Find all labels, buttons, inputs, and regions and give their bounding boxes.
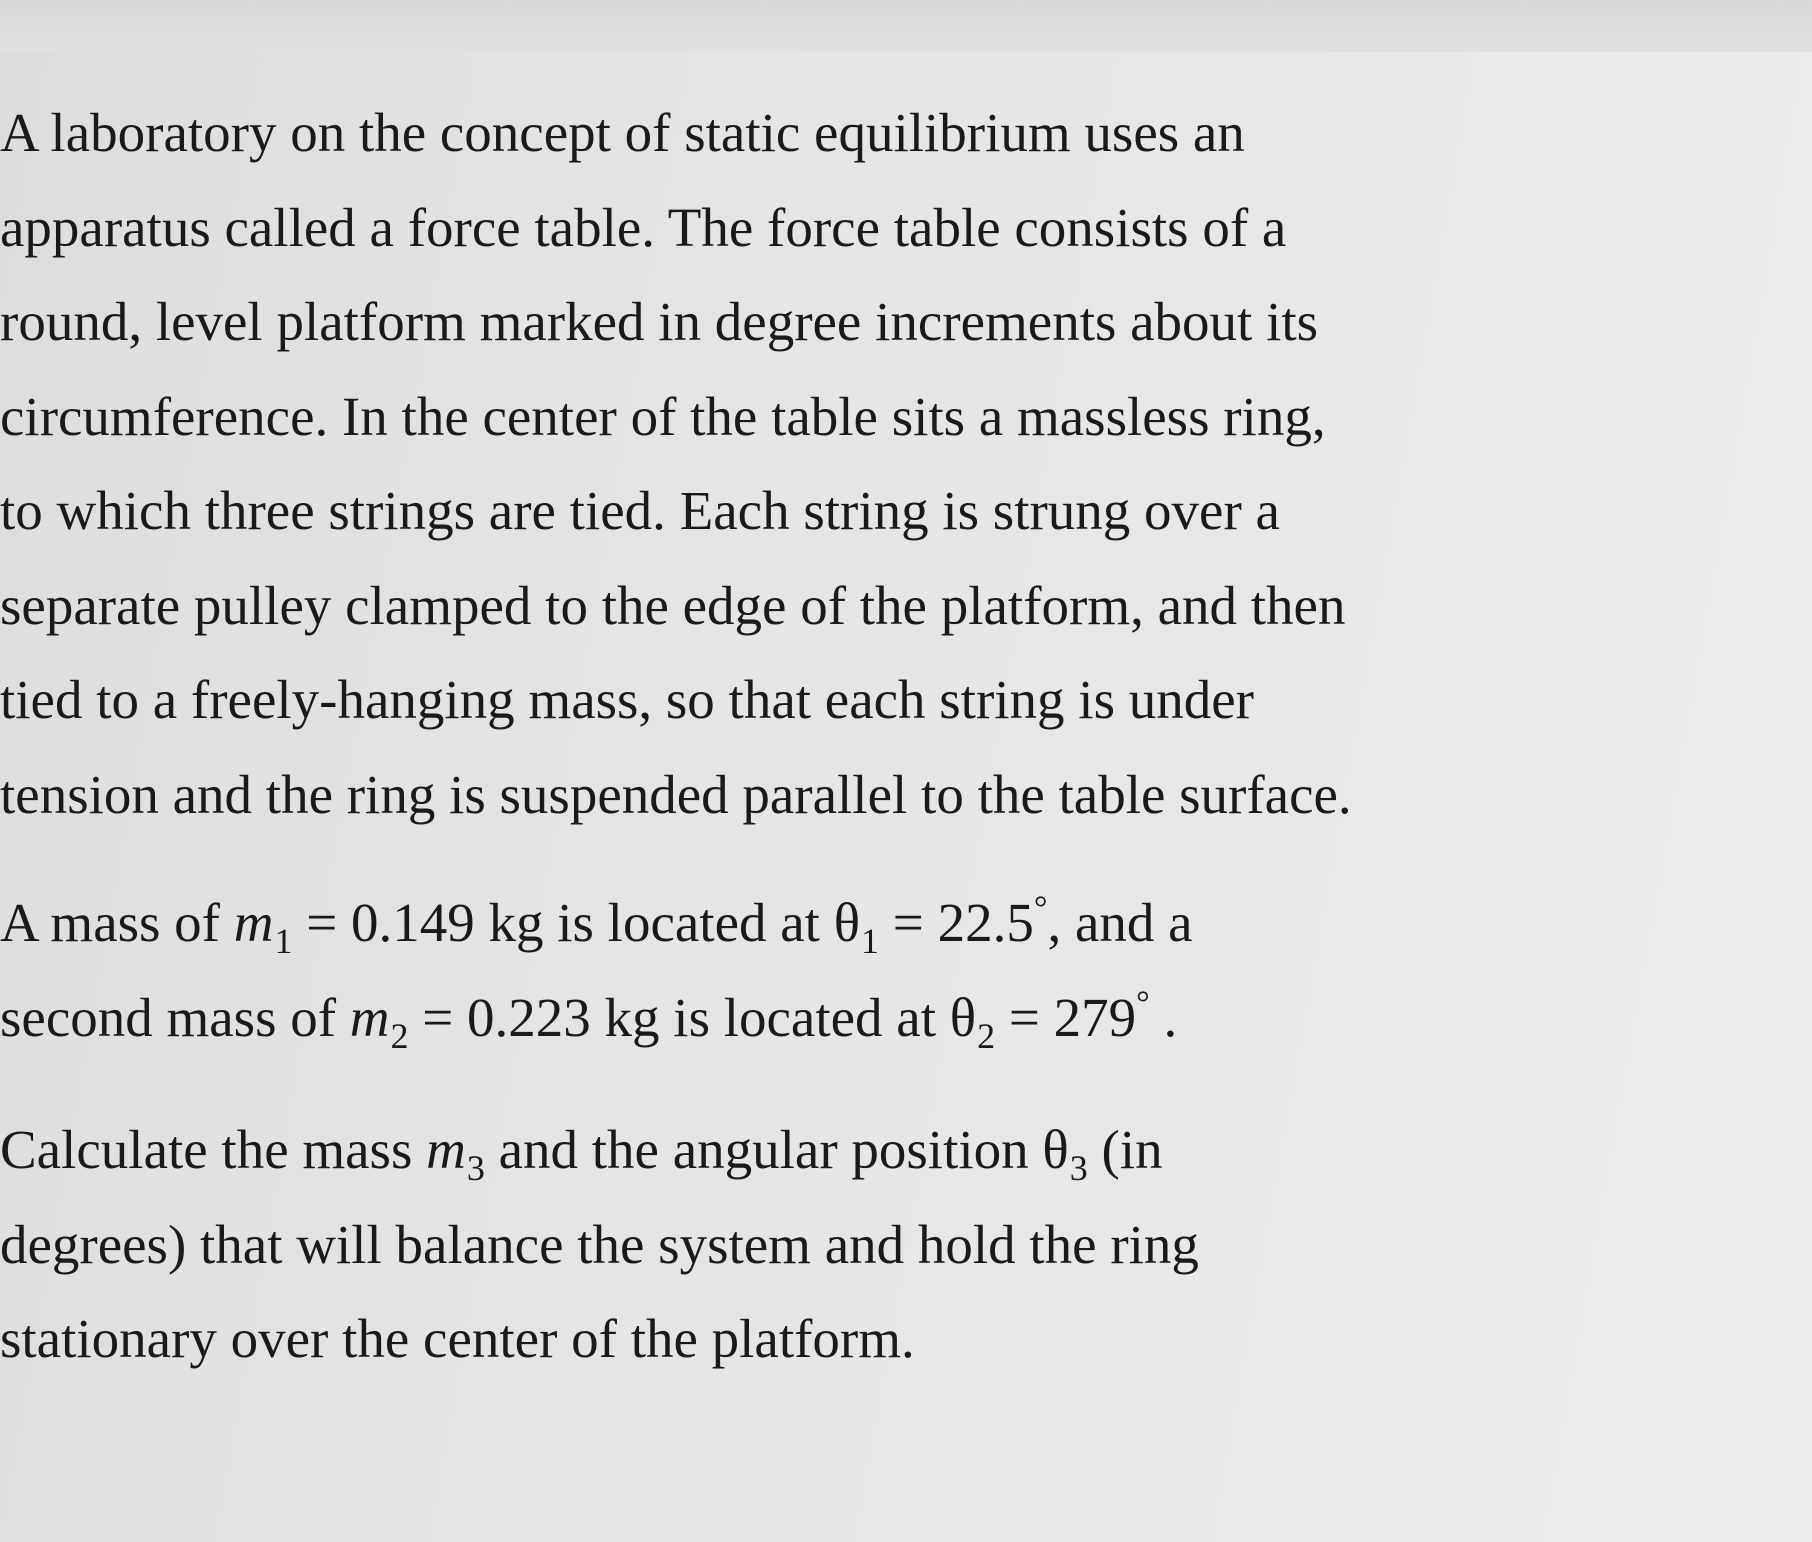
- text-line: circumference. In the center of the table sits a massless ring,: [0, 385, 1326, 447]
- question-line: degrees) that will balance the system and hold the ring: [0, 1213, 1199, 1275]
- subscript: 1: [861, 921, 880, 961]
- problem-text: [0, 86, 1700, 1387]
- degree-symbol: °: [1033, 890, 1048, 927]
- given-mass-2-line: [0, 971, 1700, 1066]
- text-fragment: A mass of: [0, 892, 234, 953]
- text-line: tied to a freely-hanging mass, so that each string is under: [0, 669, 1254, 730]
- text-fragment: Calculate the mass: [0, 1119, 427, 1180]
- text-line: apparatus called a force table. The force table consists of a: [0, 196, 1287, 258]
- degree-symbol: °: [1136, 984, 1150, 1022]
- mass-symbol: m: [233, 892, 274, 953]
- top-band: [0, 0, 1812, 52]
- text-line: separate pulley clamped to the edge of the platform, and then: [0, 574, 1346, 636]
- mass-symbol: m: [349, 986, 390, 1048]
- text-fragment: second mass of: [0, 986, 350, 1048]
- angle-symbol: θ: [1042, 1119, 1069, 1180]
- mass-value: = 0.223 kg is located at: [408, 986, 950, 1048]
- given-mass-1-line: [0, 876, 1700, 971]
- angle-value: = 22.5: [879, 892, 1034, 953]
- question-line: [0, 1103, 1700, 1198]
- text-line: round, level platform marked in degree increments about its: [0, 291, 1319, 352]
- mass-symbol: m: [426, 1119, 466, 1180]
- subscript: 2: [977, 1015, 996, 1056]
- text-fragment: .: [1149, 986, 1178, 1048]
- subscript: 2: [390, 1015, 409, 1056]
- text-line: tension and the ring is suspended parallel to the table surface.: [0, 763, 1352, 825]
- angle-value: = 279: [995, 986, 1137, 1048]
- angle-symbol: θ: [949, 986, 977, 1048]
- paragraph-given-values: [0, 876, 1700, 1065]
- text-line: A laboratory on the concept of static equilibrium uses an: [0, 102, 1245, 163]
- paragraph-description: [0, 86, 1700, 842]
- paragraph-question: [0, 1103, 1700, 1387]
- subscript: 1: [274, 921, 293, 961]
- angle-symbol: θ: [833, 892, 861, 953]
- mass-value: = 0.149 kg is located at: [292, 892, 834, 953]
- subscript: 3: [466, 1148, 485, 1188]
- text-fragment: (in: [1087, 1119, 1163, 1180]
- text-line: to which three strings are tied. Each string is strung over a: [0, 480, 1280, 541]
- text-fragment: and the angular position: [484, 1119, 1043, 1180]
- subscript: 3: [1069, 1148, 1088, 1188]
- question-line: stationary over the center of the platform.: [0, 1308, 915, 1369]
- text-fragment: , and a: [1047, 892, 1193, 953]
